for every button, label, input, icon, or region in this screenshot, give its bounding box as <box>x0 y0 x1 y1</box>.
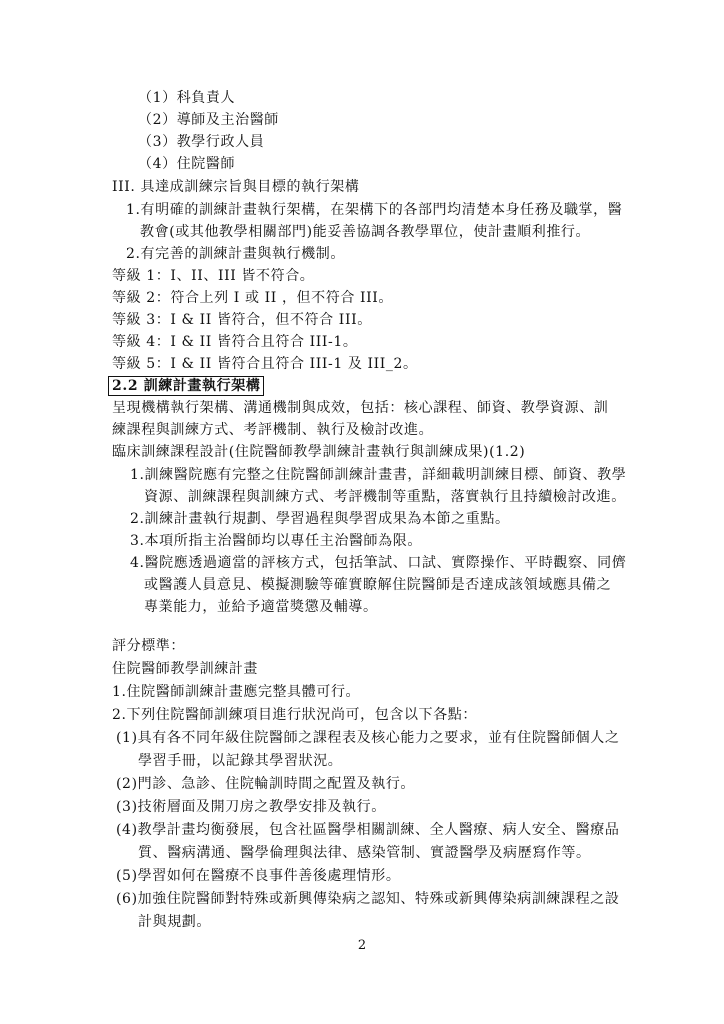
grade-4: 等級 4：I & II 皆符合且符合 III-1。 <box>112 334 358 350</box>
section-iii-item-2: 2.有完善的訓練計畫與執行機制。 <box>126 246 345 262</box>
criteria-sub-5: (5)學習如何在醫療不良事件善後處理情形。 <box>116 868 401 884</box>
criteria-subtitle: 住院醫師教學訓練計畫 <box>112 661 258 677</box>
criteria-sub-1-line-2: 學習手冊，以記錄其學習狀況。 <box>138 753 343 769</box>
grade-2: 等級 2：符合上列 I 或 II ，但不符合 III。 <box>112 290 393 306</box>
section-2-2-item-4-line-3: 專業能力，並給予適當獎懲及輔導。 <box>144 599 378 615</box>
section-2-2-item-4-line-1: 4.醫院應透過適當的評核方式，包括筆試、口試、實際操作、平時觀察、同儕 <box>130 555 627 571</box>
section-2-2-item-3: 3.本項所指主治醫師均以專任主治醫師為限。 <box>130 533 422 549</box>
page-number: 2 <box>357 938 367 953</box>
section-2-2-heading: 2.2 訓練計畫執行架構 <box>108 376 264 396</box>
criteria-item-2: 2.下列住院醫師訓練項目進行狀況尚可，包含以下各點： <box>112 707 477 723</box>
section-2-2-item-1-line-2: 資源、訓練課程與訓練方式、考評機制等重點，落實執行且持續檢討改進。 <box>144 489 626 505</box>
section-2-2-intro-line-1: 呈現機構執行架構、溝通機制與成效，包括：核心課程、師資、教學資源、訓 <box>112 400 609 416</box>
criteria-sub-1-line-1: (1)具有各不同年級住院醫師之課程表及核心能力之要求，並有住院醫師個人之 <box>116 730 620 746</box>
criteria-sub-4-line-1: (4)教學計畫均衡發展，包含社區醫學相關訓練、全人醫療、病人安全、醫療品 <box>116 822 620 838</box>
course-design-title: 臨床訓練課程設計(住院醫師教學訓練計畫執行與訓練成果)(1.2) <box>112 444 526 460</box>
grade-5: 等級 5：I & II 皆符合且符合 III-1 及 III_2。 <box>112 356 418 372</box>
criteria-sub-6-line-1: (6)加強住院醫師對特殊或新興傳染病之認知、特殊或新興傳染病訓練課程之設 <box>116 891 620 907</box>
section-iii-title: III. 具達成訓練宗旨與目標的執行架構 <box>112 179 360 195</box>
section-iii-item-1-line-1: 1.有明確的訓練計畫執行架構，在架構下的各部門均清楚本身任務及職掌，醫 <box>126 202 623 218</box>
role-item-2: （2）導師及主治醫師 <box>138 112 279 128</box>
criteria-item-1: 1.住院醫師訓練計畫應完整具體可行。 <box>112 684 361 700</box>
role-item-4: （4）住院醫師 <box>138 156 236 172</box>
criteria-sub-2: (2)門診、急診、住院輪訓時間之配置及執行。 <box>116 776 416 792</box>
grade-3: 等級 3：I & II 皆符合，但不符合 III。 <box>112 312 372 328</box>
criteria-sub-4-line-2: 質、醫病溝通、醫學倫理與法律、感染管制、實證醫學及病歷寫作等。 <box>138 845 591 861</box>
role-item-3: （3）教學行政人員 <box>138 134 265 150</box>
section-2-2-item-4-line-2: 或醫護人員意見、模擬測驗等確實瞭解住院醫師是否達成該領域應具備之 <box>144 577 612 593</box>
section-2-2-item-1-line-1: 1.訓練醫院應有完整之住院醫師訓練計畫書，詳細載明訓練目標、師資、教學 <box>130 467 627 483</box>
section-2-2-item-2: 2.訓練計畫執行規劃、學習過程與學習成果為本節之重點。 <box>130 511 510 527</box>
grade-1: 等級 1：I、II、III 皆不符合。 <box>112 268 315 284</box>
criteria-sub-6-line-2: 計與規劃。 <box>138 914 211 930</box>
criteria-sub-3: (3)技術層面及開刀房之教學安排及執行。 <box>116 799 386 815</box>
criteria-title: 評分標準： <box>112 638 185 654</box>
section-iii-item-1-line-2: 教會(或其他教學相關部門)能妥善協調各教學單位，使計畫順利推行。 <box>140 224 591 240</box>
role-item-1: （1）科負責人 <box>138 90 236 106</box>
section-2-2-intro-line-2: 練課程與訓練方式、考評機制、執行及檢討改進。 <box>112 422 434 438</box>
